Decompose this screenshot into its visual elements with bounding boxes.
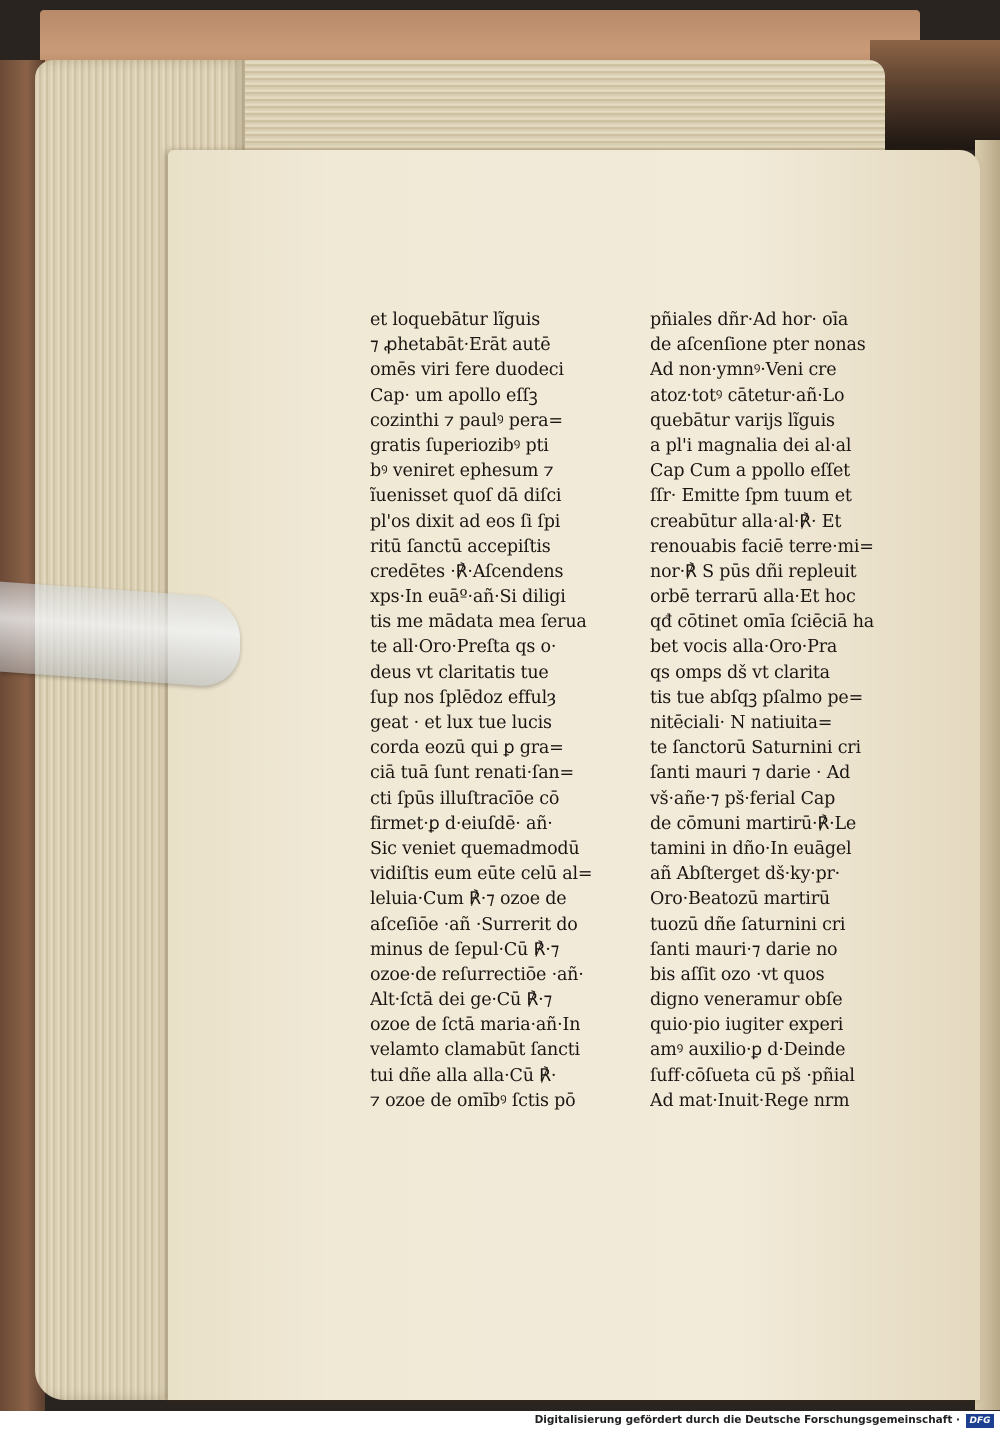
text-line: vš·añe·⁊ pš·ferial Cap xyxy=(650,788,836,809)
text-line: tui dñe alla alla·Cū ℟· xyxy=(370,1065,557,1086)
text-line: Ad non·ymnꝰ·Veni cre xyxy=(650,360,837,381)
text-line: qđ cōtinet omīa ſciēciā ha xyxy=(650,612,875,633)
text-line: cozinthi ⁊ paulꝰ pera= xyxy=(370,410,563,431)
text-line: te all·Oro·Preſta qs o· xyxy=(370,637,557,658)
footer-credit: Digitalisierung gefördert durch die Deutsche Forschungsgemeinschaft · xyxy=(534,1414,960,1426)
footer-bar xyxy=(0,1411,1000,1431)
text-line: ritū ſanctū accepiſtis xyxy=(370,536,551,557)
text-line: firmet·ꝑ d·eiuſdē· añ· xyxy=(370,813,553,834)
text-line: Sic veniet quemadmodū xyxy=(370,838,580,859)
text-line: leluia·Cum ℟·⁊ ozoe de xyxy=(370,889,567,910)
text-line: Cap Cum a ppollo eſſet xyxy=(650,461,850,482)
text-line: ĩuenisset quoſ dā diſci xyxy=(370,486,562,507)
text-line: et loquebātur lĩguis xyxy=(370,310,541,330)
text-line: Cap· um apollo eſſꝫ xyxy=(370,385,538,406)
text-line: ſanti mauri·⁊ darie no xyxy=(650,939,838,960)
text-line: vidiſtis eum eūte celū al= xyxy=(370,864,593,885)
text-line: añ Abſterget dš·ky·pr· xyxy=(650,864,841,885)
text-line: pñiales dñr·Ad hor· oīa xyxy=(650,310,849,330)
text-line: orbē terrarū alla·Et hoc xyxy=(650,587,856,608)
text-line: ſuff·cōſueta cū pš ·pñial xyxy=(650,1065,855,1086)
text-line: a pl'i magnalia dei al·al xyxy=(650,435,852,456)
left-text-column xyxy=(370,308,630,1114)
text-line: ozoe·de reſurrectiōe ·añ· xyxy=(370,964,584,985)
right-text-column xyxy=(650,308,908,1114)
text-line: qs omps dš vt clarita xyxy=(650,662,830,683)
dfg-logo: DFG xyxy=(966,1414,994,1428)
text-line: de cōmuni martirū·℟·Le xyxy=(650,813,857,834)
text-line: atoz·totꝰ cātetur·añ·Lo xyxy=(650,385,845,406)
text-line: ſup nos ſplēdoz effulȝ xyxy=(370,687,556,708)
text-line: bet vocis alla·Oro·Pra xyxy=(650,637,838,658)
text-line: tis tue abſqꝫ pſalmo pe= xyxy=(650,687,864,708)
text-line: bis aſſit ozo ·vt quos xyxy=(650,964,825,985)
text-line: corda eozū qui ꝑ gra= xyxy=(370,738,564,759)
text-line: tuozū dñe ſaturnini cri xyxy=(650,914,846,935)
text-line: cti ſpūs illuſtracīōe cō xyxy=(370,788,560,809)
text-line: amꝰ auxilio·ꝑ d·Deinde xyxy=(650,1040,846,1061)
text-line: digno veneramur obſe xyxy=(650,990,843,1011)
text-line: ⁊ ꝓhetabāt·Erāt autē xyxy=(370,335,551,356)
text-line: nor·℟ S pūs dñi repleuit xyxy=(650,561,857,582)
text-line: Alt·ſctā dei ge·Cū ℟·⁊ xyxy=(370,990,553,1011)
text-line: tamini in dño·In euāgel xyxy=(650,838,852,859)
text-line: Oro·Beatozū martirū xyxy=(650,889,830,910)
text-line: minus de ſepul·Cū ℟·⁊ xyxy=(370,939,560,960)
text-line: de aſcenſione pter nonas xyxy=(650,335,866,356)
text-line: pl'os dixit ad eos ſi ſpi xyxy=(370,511,561,532)
page-holder-strip xyxy=(0,582,240,689)
text-line: te ſanctorū Saturnini cri xyxy=(650,738,861,759)
text-line: renouabis faciē terre·mi= xyxy=(650,536,874,557)
text-line: ſanti mauri ⁊ darie · Ad xyxy=(650,763,851,784)
text-line: credētes ·℟·Aſcendens xyxy=(370,561,564,582)
text-line: ſſr· Emitte ſpm tuum et xyxy=(650,486,852,507)
text-line: aſceſiōe ·añ ·Surrerit do xyxy=(370,914,578,935)
text-line: quio·pio iugiter experi xyxy=(650,1015,844,1036)
text-line: creabūtur alla·al·℟· Et xyxy=(650,511,842,532)
text-line: ozoe de ſctā maria·añ·In xyxy=(370,1015,581,1036)
text-line: gratis ſuperiozibꝰ pti xyxy=(370,435,549,456)
text-line: geat · et lux tue lucis xyxy=(370,713,552,733)
text-line: velamto clamabūt ſancti xyxy=(370,1040,580,1061)
text-line: nitēciali· N natiuita= xyxy=(650,713,833,733)
text-line: omēs viri fere duodeci xyxy=(370,360,564,381)
text-line: xps·In euāº·añ·Si diligi xyxy=(370,587,566,608)
text-line: quebātur varijs lĩguis xyxy=(650,410,835,431)
text-line: ⁊ ozoe de omībꝰ ſctis pō xyxy=(370,1090,576,1111)
text-line: deus vt claritatis tue xyxy=(370,662,549,683)
text-line: bꝰ veniret ephesum ⁊ xyxy=(370,461,554,482)
text-line: ciā tuā ſunt renati·ſan= xyxy=(370,763,574,784)
book-spine-right xyxy=(870,40,1000,150)
text-line: Ad mat·Inuit·Rege nrm xyxy=(650,1090,850,1111)
text-line: tis me mādata mea ſerua xyxy=(370,612,587,633)
